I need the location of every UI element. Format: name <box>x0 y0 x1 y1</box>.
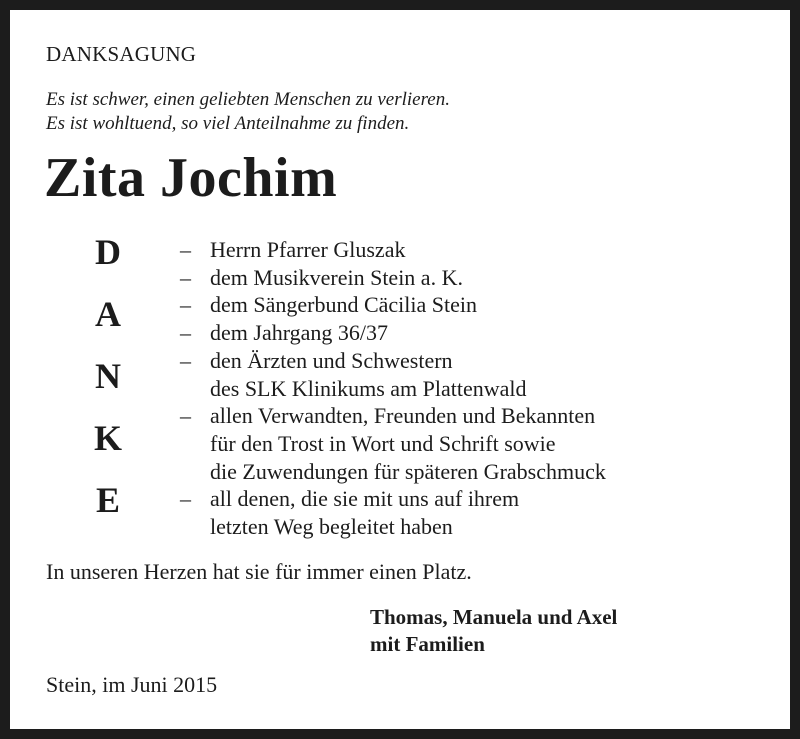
thanks-item <box>180 236 606 264</box>
quote <box>46 88 450 136</box>
thanks-text: all denen, die sie mit uns auf ihrem <box>210 486 520 512</box>
thanks-text: die Zuwendungen für späteren Grabschmuck <box>210 458 606 484</box>
dash: – <box>180 292 191 318</box>
danke-letter: E <box>95 480 120 520</box>
thanks-item-cont <box>180 375 606 403</box>
thanks-item-cont <box>180 513 606 541</box>
thanks-text: dem Musikverein Stein a. K. <box>210 264 463 290</box>
signature-line: mit Familien <box>370 632 485 656</box>
thanks-item <box>180 347 606 375</box>
thanks-text: den Ärzten und Schwestern <box>210 347 453 373</box>
thanks-item <box>180 485 606 513</box>
dash: – <box>180 486 191 512</box>
danke-letter: D <box>95 232 121 272</box>
thanks-text: letzten Weg begleitet haben <box>210 514 453 540</box>
dash: – <box>180 403 191 429</box>
thanks-item <box>180 402 606 430</box>
thanks-text: Herrn Pfarrer Gluszak <box>210 237 406 262</box>
thanks-item-cont <box>180 458 606 486</box>
thanks-text: allen Verwandten, Freunden und Bekannten <box>210 403 596 429</box>
notice-heading: DANKSAGUNG <box>46 42 197 66</box>
thanks-list <box>180 236 606 541</box>
place-date: Stein, im Juni 2015 <box>46 672 218 697</box>
dash: – <box>180 237 191 262</box>
danke-letter: N <box>95 356 121 396</box>
thanks-item-cont <box>180 430 606 458</box>
thanks-text: dem Jahrgang 36/37 <box>210 320 389 346</box>
danke-letter: A <box>95 294 121 334</box>
signature <box>370 604 617 658</box>
closing-line: In unseren Herzen hat sie für immer einen Platz. <box>46 559 472 584</box>
thanks-item <box>180 319 606 347</box>
thanks-text: für den Trost in Wort und Schrift sowie <box>210 430 556 456</box>
deceased-name: Zita Jochim <box>44 147 338 209</box>
dash: – <box>180 320 191 346</box>
obituary-notice <box>10 10 790 729</box>
dash: – <box>180 264 191 290</box>
dash: – <box>180 347 191 373</box>
quote-line: Es ist wohltuend, so viel Anteilnahme zu finden. <box>46 113 410 134</box>
thanks-text: des SLK Klinikums am Plattenwald <box>210 375 527 401</box>
quote-line: Es ist schwer, einen geliebten Menschen zu verlieren. <box>46 89 450 110</box>
thanks-text: dem Sängerbund Cäcilia Stein <box>210 292 477 318</box>
signature-line: Thomas, Manuela und Axel <box>370 605 618 629</box>
thanks-item <box>180 264 606 292</box>
danke-acrostic <box>88 232 128 542</box>
danke-letter: K <box>93 418 122 458</box>
thanks-item <box>180 291 606 319</box>
